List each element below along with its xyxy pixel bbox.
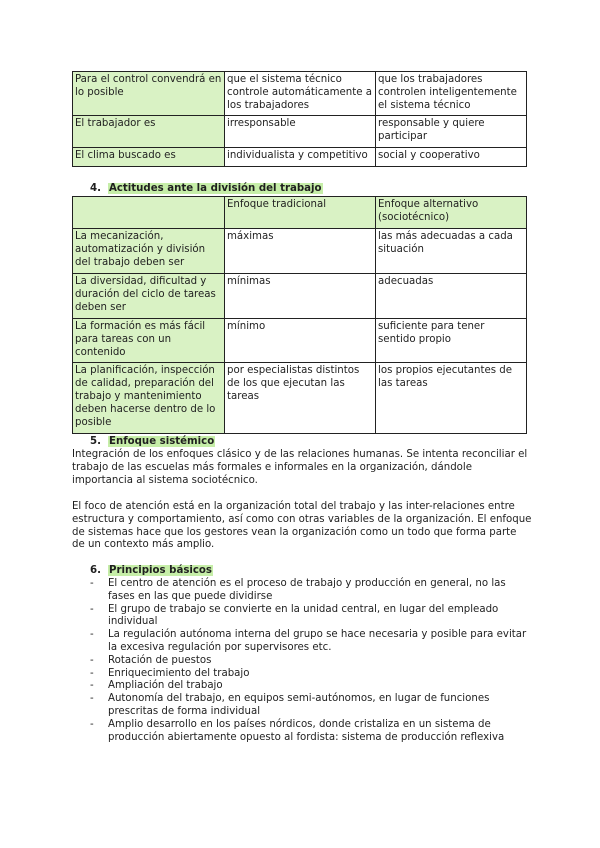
section-title: Enfoque sistémico xyxy=(109,436,215,447)
list-item: - Rotación de puestos xyxy=(72,655,532,668)
table-row xyxy=(73,363,527,434)
row-label-cell: La planificación, inspección de calidad, preparación del trabajo y mantenimiento deben hacerse dentro de lo posible xyxy=(73,363,225,434)
alternative-cell: social y cooperativo xyxy=(376,147,527,166)
paragraph: El foco de atención está en la organización total del trabajo y las inter-relaciones entre estructura y comportamiento, así como con otras variables de la organización. El enfoque de sistemas hace que los gestores vean la organización como un todo que forma parte de un contexto más amplio. xyxy=(72,501,532,551)
section-title: Principios básicos xyxy=(109,565,212,576)
table-row xyxy=(73,229,527,274)
traditional-cell: individualista y competitivo xyxy=(225,147,376,166)
alternative-cell: las más adecuadas a cada situación xyxy=(376,229,527,274)
header-alternative: Enfoque alternativo (sociotécnico) xyxy=(376,197,527,229)
paragraph: Integración de los enfoques clásico y de las relaciones humanas. Se intenta reconciliar el trabajo de las escuelas más formales e informales en la organización, dándole importancia al sistema sociotécnico. xyxy=(72,449,528,486)
table-row xyxy=(73,147,527,166)
section-number: 4. xyxy=(90,183,101,194)
list-item: - Ampliación del trabajo xyxy=(72,680,532,693)
list-item: - Enriquecimiento del trabajo xyxy=(72,668,532,681)
section-number: 6. xyxy=(90,565,101,576)
section-heading-5 xyxy=(90,436,215,449)
alternative-cell: suficiente para tener sentido propio xyxy=(376,319,527,363)
traditional-cell: máximas xyxy=(225,229,376,274)
table-header-row xyxy=(73,197,527,229)
section-heading-6 xyxy=(90,565,213,578)
table-row xyxy=(73,274,527,319)
list-item: - El centro de atención es el proceso de trabajo y producción en general, no las fases en las que puede dividirse xyxy=(72,578,532,604)
traditional-cell: por especialistas distintos de los que ejecutan las tareas xyxy=(225,363,376,434)
traditional-cell: que el sistema técnico controle automáticamente a los trabajadores xyxy=(225,72,376,116)
section-heading-4 xyxy=(90,183,323,196)
division-of-work-table xyxy=(72,196,527,434)
list-item: - El grupo de trabajo se convierte en la unidad central, en lugar del empleado individual xyxy=(72,604,532,630)
list-item: - Autonomía del trabajo, en equipos semi-autónomos, en lugar de funciones prescritas de forma individual xyxy=(72,693,532,719)
traditional-cell: irresponsable xyxy=(225,116,376,148)
section-title: Actitudes ante la división del trabajo xyxy=(109,183,322,194)
row-label-cell: El trabajador es xyxy=(73,116,225,148)
header-empty-cell xyxy=(73,197,225,229)
comparison-table-continued xyxy=(72,71,527,167)
alternative-cell: los propios ejecutantes de las tareas xyxy=(376,363,527,434)
table-row xyxy=(73,116,527,148)
alternative-cell: responsable y quiere participar xyxy=(376,116,527,148)
alternative-cell: adecuadas xyxy=(376,274,527,319)
row-label-cell: La diversidad, dificultad y duración del ciclo de tareas deben ser xyxy=(73,274,225,319)
list-item: - La regulación autónoma interna del grupo se hace necesaria y posible para evitar la excesiva regulación por supervisores etc. xyxy=(72,629,532,655)
list-item: - Amplio desarrollo en los países nórdicos, donde cristaliza en un sistema de producción abiertamente opuesto al fordista: sistema de producción reflexiva xyxy=(72,719,532,745)
row-label-cell: El clima buscado es xyxy=(73,147,225,166)
table-row xyxy=(73,319,527,363)
traditional-cell: mínimo xyxy=(225,319,376,363)
section-number: 5. xyxy=(90,436,101,447)
principles-list xyxy=(72,578,532,744)
header-traditional: Enfoque tradicional xyxy=(225,197,376,229)
row-label-cell: Para el control convendrá en lo posible xyxy=(73,72,225,116)
row-label-cell: La formación es más fácil para tareas con un contenido xyxy=(73,319,225,363)
alternative-cell: que los trabajadores controlen inteligentemente el sistema técnico xyxy=(376,72,527,116)
traditional-cell: mínimas xyxy=(225,274,376,319)
row-label-cell: La mecanización, automatización y división del trabajo deben ser xyxy=(73,229,225,274)
table-row xyxy=(73,72,527,116)
